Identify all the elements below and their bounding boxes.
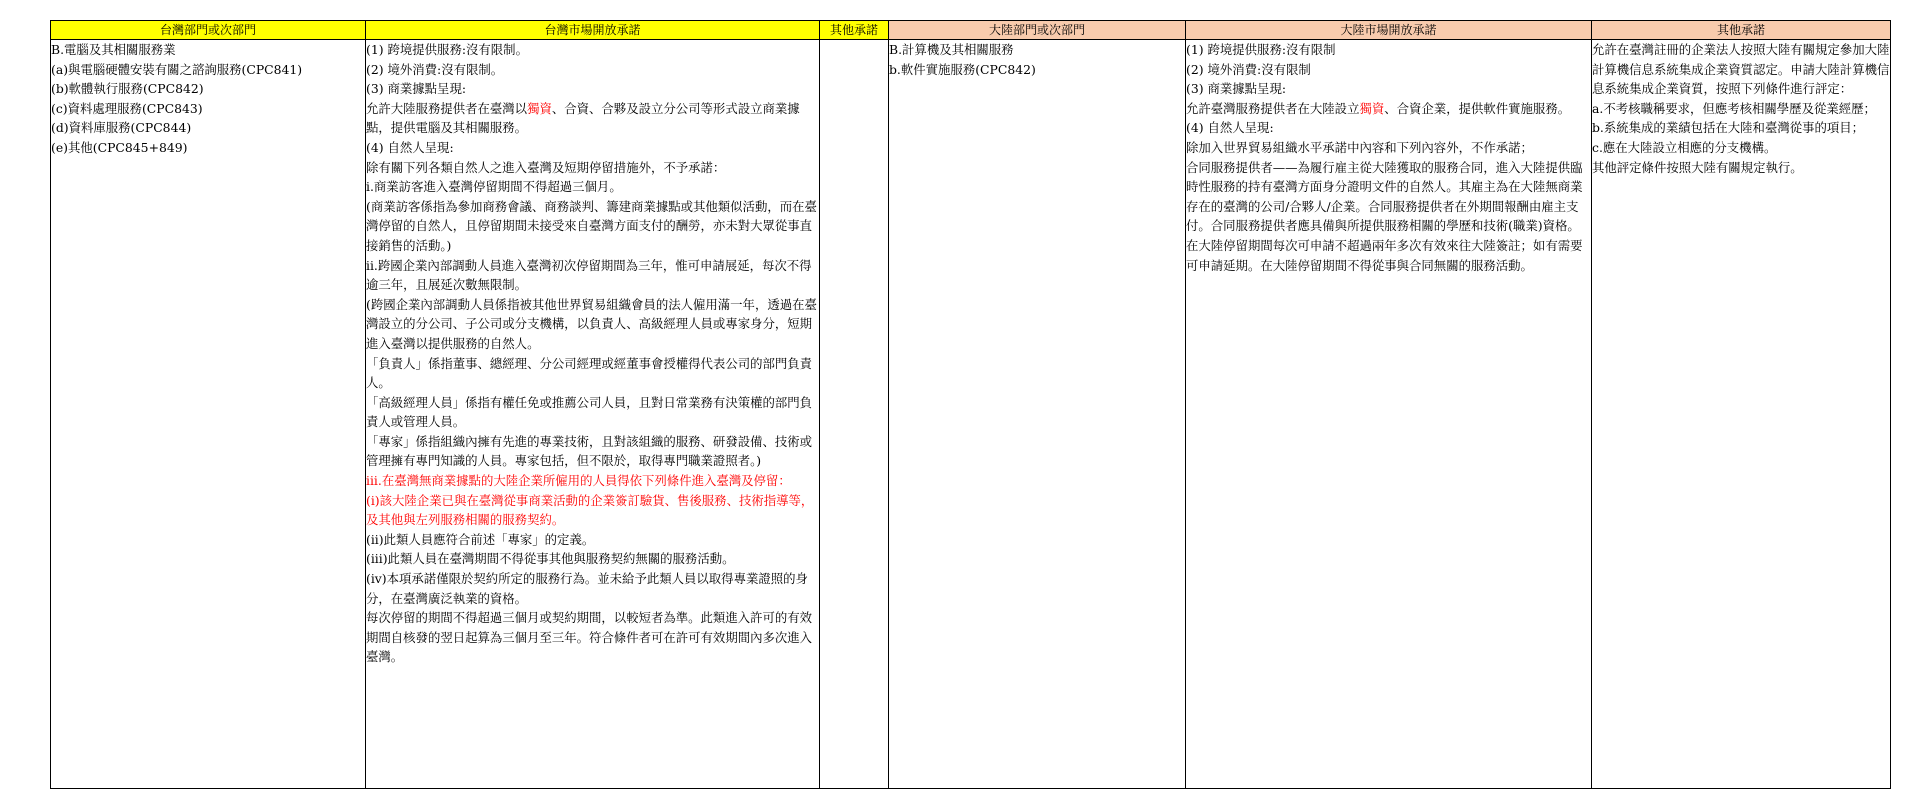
tw-other-cell (820, 40, 889, 789)
tw-commitment-text: 、合資、合夥及設立分公司等形式設立商業據點，提供電腦及其相關服務。 (366, 100, 800, 136)
tw-commitment-line: (2) 境外消費:沒有限制。 (366, 61, 504, 77)
tw-commitment-line: ii.跨國企業內部調動人員進入臺灣初次停留期間為三年，惟可申請展延，每次不得逾三年，且展延次數無限制。 (366, 257, 812, 293)
cn-other-line: b.系統集成的業績包括在大陸和臺灣從事的項目； (1592, 120, 1865, 136)
tw-commitment-text: 允許大陸服務提供者在臺灣以 (366, 100, 528, 116)
tw-commitment-line: (3) 商業據點呈現: (366, 81, 467, 97)
cn-commitment-text: 、合資企業，提供軟件實施服務。 (1384, 100, 1571, 116)
tw-commitment-red-line: (i)該大陸企業已與在臺灣從事商業活動的企業簽訂驗貨、售後服務、技術指導等，及其他與左列服務相關的服務契約。 (366, 492, 814, 528)
tw-sector-line: (d)資料庫服務(CPC844) (51, 120, 192, 136)
tw-sector-line: (a)與電腦硬體安裝有關之諮詢服務(CPC841) (51, 61, 303, 77)
cn-commitment-cell (1186, 40, 1592, 789)
tw-commitment-line: 每次停留的期間不得超過三個月或契約期間，以較短者為準。此類進入許可的有效期間自核發的翌日起算為三個月至三年。符合條件者可在許可有效期間內多次進入臺灣。 (366, 610, 813, 665)
tw-commitment-line: (iii)此類人員在臺灣期間不得從事其他與服務契約無關的服務活動。 (366, 551, 735, 567)
cn-sector-line: B.計算機及其相關服務 (889, 42, 1014, 57)
tw-commitment-line: (4) 自然人呈現: (366, 139, 454, 155)
tw-sector-line: (e)其他(CPC845+849) (51, 139, 188, 155)
tw-commitment-cell (366, 40, 820, 789)
cn-commitment-text: 允許臺灣服務提供者在大陸設立 (1186, 100, 1360, 116)
tw-commitment-paragraph (366, 99, 819, 138)
cn-other-line: a.不考核職稱要求，但應考核相關學歷及從業經歷； (1592, 100, 1876, 116)
tw-sector-line: B.電腦及其相關服務業 (51, 42, 176, 57)
cn-sector-line: b.軟件實施服務(CPC842) (889, 61, 1036, 77)
header-tw-sector: 台灣部門或次部門 (51, 21, 366, 40)
tw-commitment-line: (ii)此類人員應符合前述「專家」的定義。 (366, 531, 595, 547)
tw-commitment-red-line: iii.在臺灣無商業據點的大陸企業所僱用的人員得依下列條件進入臺灣及停留： (366, 473, 791, 489)
cn-other-line: 其他評定條件按照大陸有關規定執行。 (1592, 159, 1803, 175)
tw-sector-line: (c)資料處理服務(CPC843) (51, 100, 203, 116)
header-cn-other: 其他承諾 (1592, 21, 1891, 40)
tw-commitment-line: 「專家」係指組織內擁有先進的專業技術，且對該組織的服務、研發設備、技術或管理擁有專門知識的人員。專家包括，但不限於，取得專門職業證照者。) (366, 433, 813, 469)
tw-highlight-text: 獨資 (527, 100, 552, 116)
cn-commitment-line: (1) 跨境提供服務:沒有限制 (1186, 42, 1336, 57)
content-row (51, 40, 1891, 789)
cn-commitment-line: 合同服務提供者——為履行雇主從大陸獲取的服務合同，進入大陸提供臨時性服務的持有臺灣方面身分證明文件的自然人。其雇主為在大陸無商業存在的臺灣的公司/合夥人/企業。合同服務提供者在外期間報酬由雇主支付。合同服務提供者應具備與所提供服務相關的學歷和技術(職業)資格。在大陸停留期間每次可申請不超過兩年多次有效來往大陸簽註；如有需要可申請延期。在大陸停留期間不得從事與合同無關的服務活動。 (1186, 159, 1583, 273)
header-tw-other: 其他承諾 (820, 21, 889, 40)
cn-sector-cell (889, 40, 1186, 789)
header-cn-sector: 大陸部門或次部門 (889, 21, 1186, 40)
header-cn-commitment: 大陸市場開放承諾 (1186, 21, 1592, 40)
tw-commitment-line: (iv)本項承諾僅限於契約所定的服務行為。並未給予此類人員以取得專業證照的身分，在臺灣廣泛執業的資格。 (366, 571, 808, 606)
cn-other-line: 允許在臺灣註冊的企業法人按照大陸有關規定參加大陸計算機信息系統集成企業資質認定。申請大陸計算機信息系統集成企業資質，按照下列條件進行評定： (1592, 42, 1890, 97)
cn-other-cell (1592, 40, 1891, 789)
cn-commitment-line: (2) 境外消費:沒有限制 (1186, 61, 1311, 77)
cn-commitment-line: 除加入世界貿易組織水平承諾中內容和下列內容外，不作承諾； (1186, 139, 1533, 155)
cn-highlight-text: 獨資 (1359, 100, 1385, 116)
tw-sector-line: (b)軟體執行服務(CPC842) (51, 81, 204, 97)
tw-commitment-line: 除有關下列各類自然人之進入臺灣及短期停留措施外，不予承諾： (366, 159, 726, 175)
cn-commitment-line: (3) 商業據點呈現: (1186, 81, 1287, 97)
commitment-table (50, 20, 1891, 789)
tw-commitment-line: 「負責人」係指董事、總經理、分公司經理或經董事會授權得代表公司的部門負責人。 (366, 355, 813, 391)
cn-other-line: c.應在大陸設立相應的分支機構。 (1592, 139, 1777, 155)
cn-commitment-paragraph (1186, 99, 1591, 119)
tw-commitment-line: (商業訪客係指為參加商務會議、商務談判、籌建商業據點或其他類似活動，而在臺灣停留的自然人，且停留期間未接受來自臺灣方面支付的酬勞，亦未對大眾從事直接銷售的活動。) (366, 198, 817, 253)
tw-commitment-line: 「高級經理人員」係指有權任免或推薦公司人員，且對日常業務有決策權的部門負責人或管理人員。 (366, 394, 813, 430)
cn-commitment-line: (4) 自然人呈現: (1186, 120, 1274, 136)
tw-commitment-line: (跨國企業內部調動人員係指被其他世界貿易組織會員的法人僱用滿一年，透過在臺灣設立的分公司、子公司或分支機構，以負責人、高級經理人員或專家身分，短期進入臺灣以提供服務的自然人。 (366, 296, 817, 351)
header-row (51, 21, 1891, 40)
tw-commitment-line: i.商業訪客進入臺灣停留期間不得超過三個月。 (366, 179, 622, 195)
tw-sector-cell (51, 40, 366, 789)
header-tw-commitment: 台灣市場開放承諾 (366, 21, 820, 40)
tw-commitment-line: (1) 跨境提供服務:沒有限制。 (366, 42, 528, 57)
